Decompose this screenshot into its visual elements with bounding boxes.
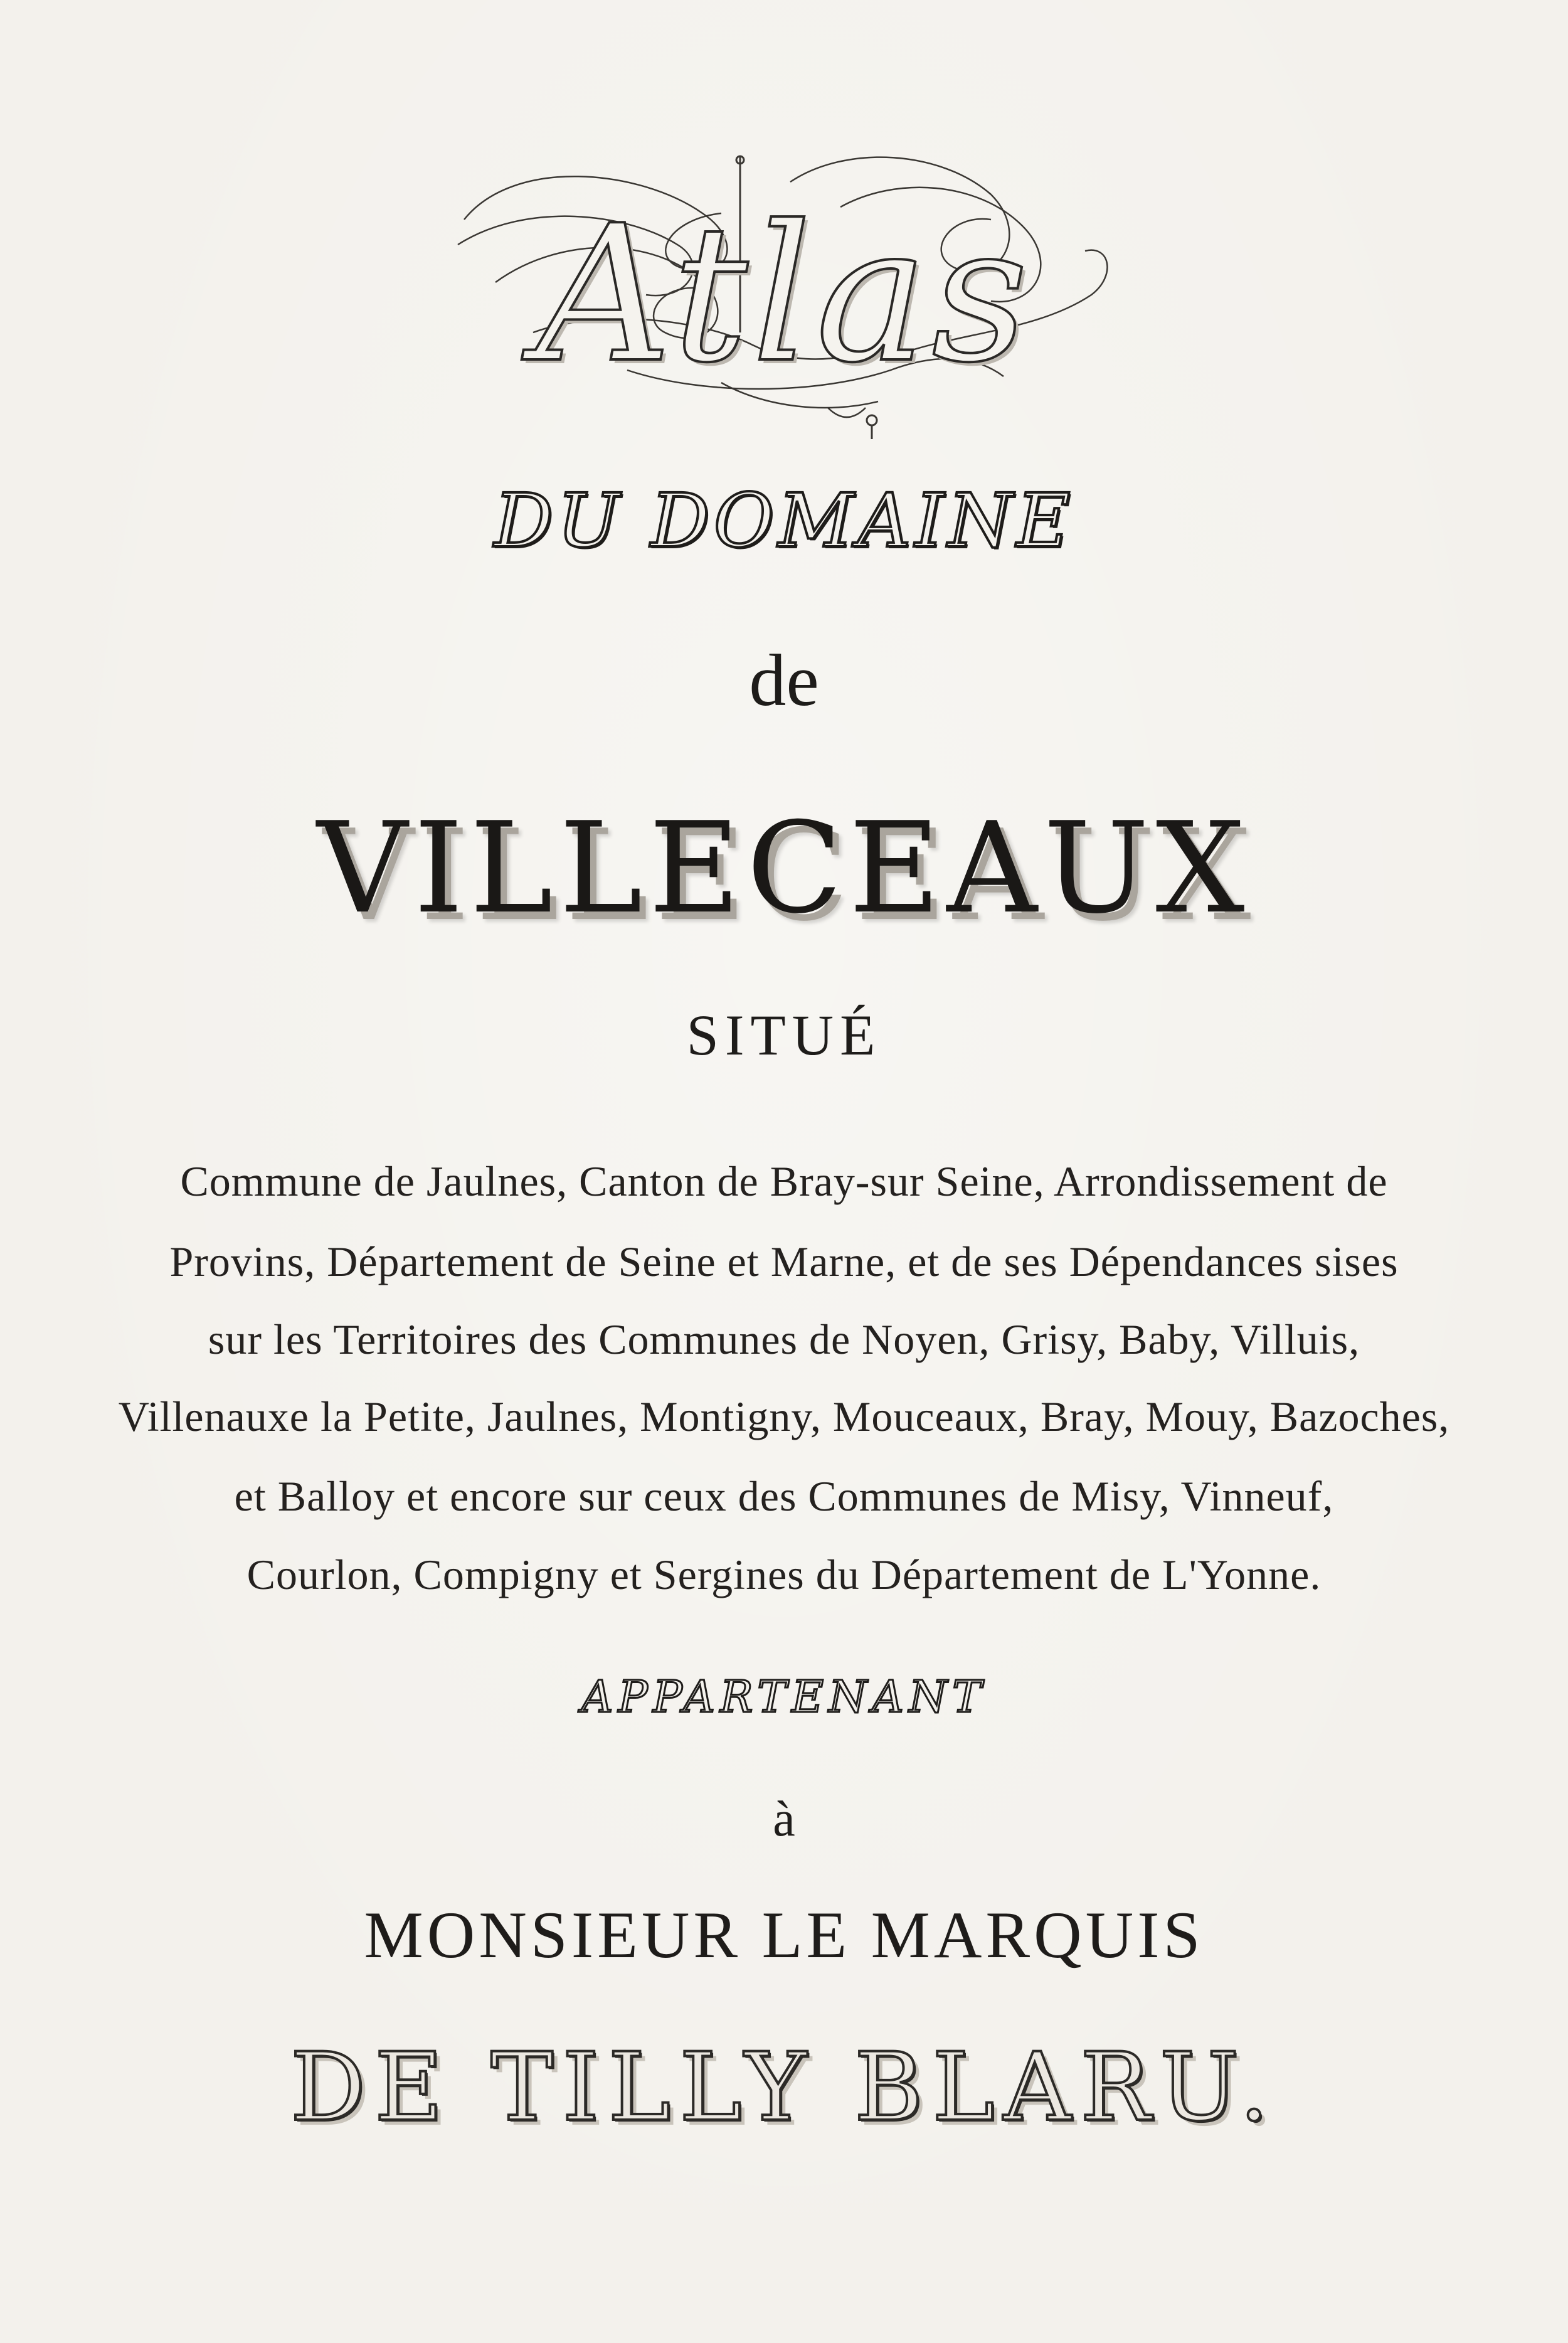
owner-title: MONSIEUR LE MARQUIS (364, 1898, 1204, 1972)
description-line: et Balloy et encore sur ceux des Communes de Misy, Vinneuf, (234, 1472, 1334, 1520)
connector-a: à (773, 1792, 795, 1847)
description-line: sur les Territoires des Communes de Noyen, Grisy, Baby, Villuis, (208, 1315, 1360, 1363)
subtitle-du-domaine: DU DOMAINE (494, 477, 1074, 564)
atlas-ornament (439, 144, 1129, 458)
owner-name: DE TILLY BLARU. (290, 2033, 1278, 2142)
connector-de: de (749, 639, 819, 721)
description-line: Provins, Département de Seine et Marne, et de ses Dépendances sises (169, 1238, 1399, 1285)
appartenant-heading: APPARTENANT (581, 1671, 987, 1723)
situe-heading: SITUÉ (686, 1003, 882, 1067)
description-line: Villenauxe la Petite, Jaulnes, Montigny, Mouceaux, Bray, Mouy, Bazoches, (118, 1393, 1450, 1440)
estate-name: VILLECEAUX (317, 795, 1251, 942)
description-line: Commune de Jaulnes, Canton de Bray-sur Seine, Arrondissement de (180, 1157, 1388, 1205)
description-line: Courlon, Compigny et Sergines du Département de L'Yonne. (246, 1551, 1322, 1598)
atlas-title: Atlas (536, 185, 1032, 404)
